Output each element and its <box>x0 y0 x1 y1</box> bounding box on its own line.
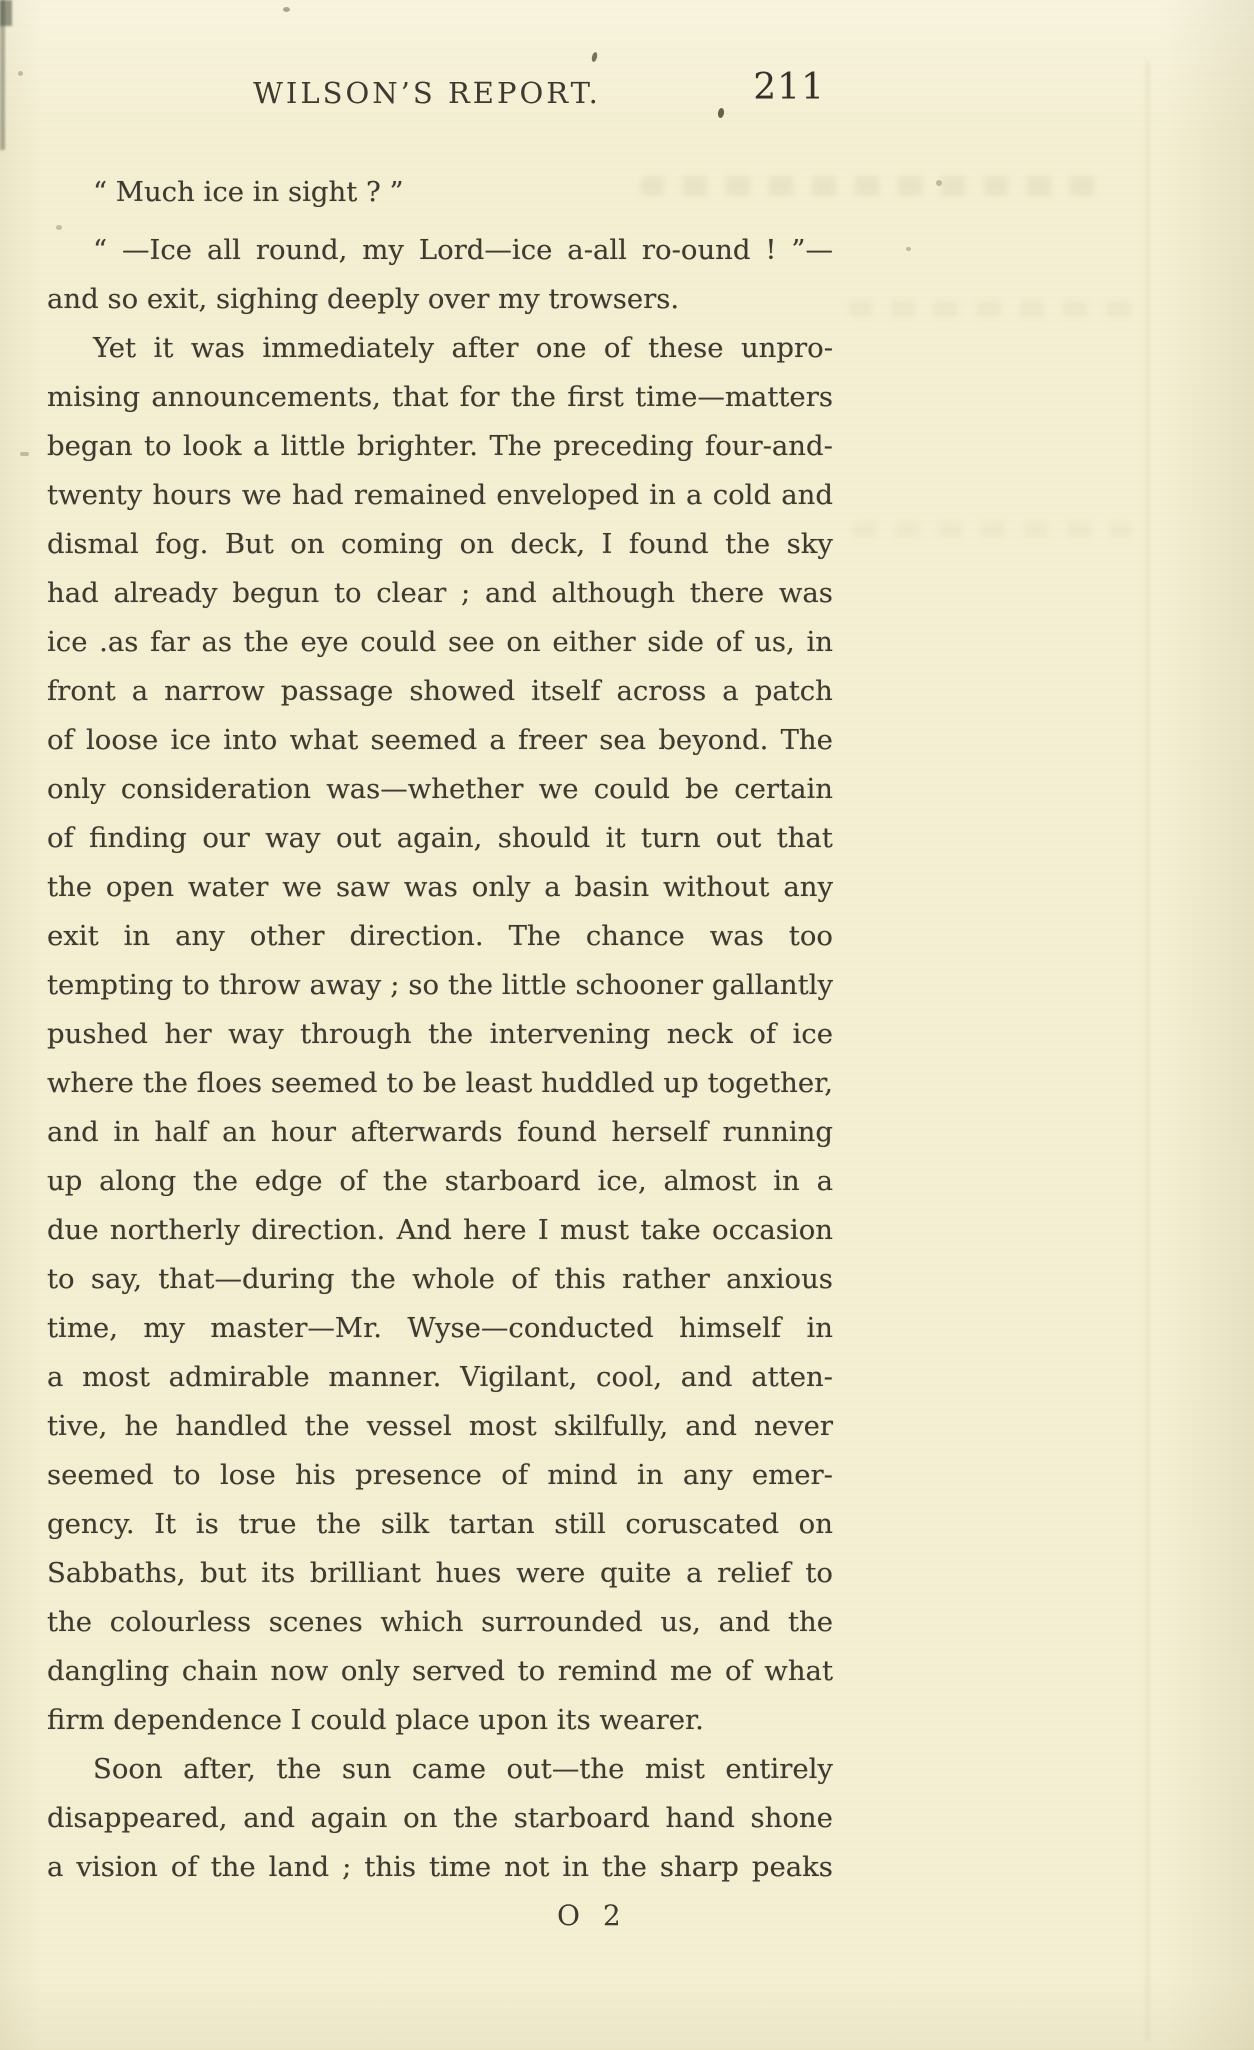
text-line: gency. It is true the silk tartan still coruscated on <box>47 1508 833 1540</box>
text-line: twenty hours we had remained enveloped in a cold and <box>47 479 833 511</box>
text-line: and so exit, sighing deeply over my trowsers. <box>47 283 680 315</box>
body-text <box>47 168 833 1892</box>
text-line: where the floes seemed to be least huddled up together, <box>47 1067 833 1099</box>
text-line: to say, that—during the whole of this rather anxious <box>47 1263 833 1295</box>
text-line: Soon after, the sun came out—the mist entirely <box>93 1753 833 1785</box>
text-line: tive, he handled the vessel most skilfully, and never <box>47 1410 833 1442</box>
scan-speck <box>56 225 62 230</box>
scan-speck <box>936 180 942 186</box>
text-line: front a narrow passage showed itself across a patch <box>47 675 833 707</box>
text-line: pushed her way through the intervening neck of ice <box>47 1018 833 1050</box>
text-line: dismal fog. But on coming on deck, I found the sky <box>47 528 833 560</box>
scan-speck <box>717 108 725 119</box>
text-line: the open water we saw was only a basin without any <box>47 871 833 903</box>
text-line: exit in any other direction. The chance was too <box>47 920 833 952</box>
text-line: ice .as far as the eye could see on either side of us, in <box>47 626 833 658</box>
text-line: up along the edge of the starboard ice, almost in a <box>47 1165 833 1197</box>
show-through-artifact <box>640 176 1110 196</box>
scan-speck <box>283 7 290 12</box>
page-header <box>47 67 833 110</box>
text-line: “ Much ice in sight ? ” <box>93 176 404 208</box>
text-line: Yet it was immediately after one of these unpro- <box>93 332 833 364</box>
text-line: a most admirable manner. Vigilant, cool, and atten- <box>47 1361 833 1393</box>
text-line: of finding our way out again, should it turn out that <box>47 822 833 854</box>
text-line: dangling chain now only served to remind me of what <box>47 1655 833 1687</box>
scan-speck <box>18 71 23 76</box>
text-line: mising announcements, that for the first time—matters <box>47 381 833 413</box>
text-line: of loose ice into what seemed a freer sea beyond. The <box>47 724 833 756</box>
text-line: only consideration was—whether we could be certain <box>47 773 833 805</box>
text-line: due northerly direction. And here I must take occasion <box>47 1214 833 1246</box>
text-line: the colourless scenes which surrounded us, and the <box>47 1606 833 1638</box>
text-line: firm dependence I could place upon its wearer. <box>47 1704 704 1736</box>
text-line: “ —Ice all round, my Lord—ice a-all ro-ound ! ”— <box>93 234 833 266</box>
running-title: WILSON’S REPORT. <box>253 76 601 110</box>
text-line: a vision of the land ; this time not in the sharp peaks <box>47 1851 833 1883</box>
scan-edge-mark <box>0 0 12 26</box>
scan-speck <box>906 247 911 251</box>
scan-speck <box>591 52 598 63</box>
text-line: began to look a little brighter. The preceding four-and- <box>47 430 833 462</box>
text-line: disappeared, and again on the starboard hand shone <box>47 1802 833 1834</box>
signature-mark: O 2 <box>557 1899 628 1932</box>
page-number: 211 <box>753 67 825 108</box>
text-line: seemed to lose his presence of mind in any emer- <box>47 1459 833 1491</box>
text-line: and in half an hour afterwards found herself running <box>47 1116 833 1148</box>
text-line: had already begun to clear ; and although there was <box>47 577 833 609</box>
text-line: Sabbaths, but its brilliant hues were quite a relief to <box>47 1557 833 1589</box>
scan-speck <box>20 452 29 456</box>
text-line: time, my master—Mr. Wyse—conducted himself in <box>47 1312 833 1344</box>
show-through-artifact <box>852 522 1132 537</box>
show-through-artifact <box>848 300 1148 317</box>
page-crease <box>1146 60 1149 2040</box>
text-line: tempting to throw away ; so the little schooner gallantly <box>47 969 833 1001</box>
